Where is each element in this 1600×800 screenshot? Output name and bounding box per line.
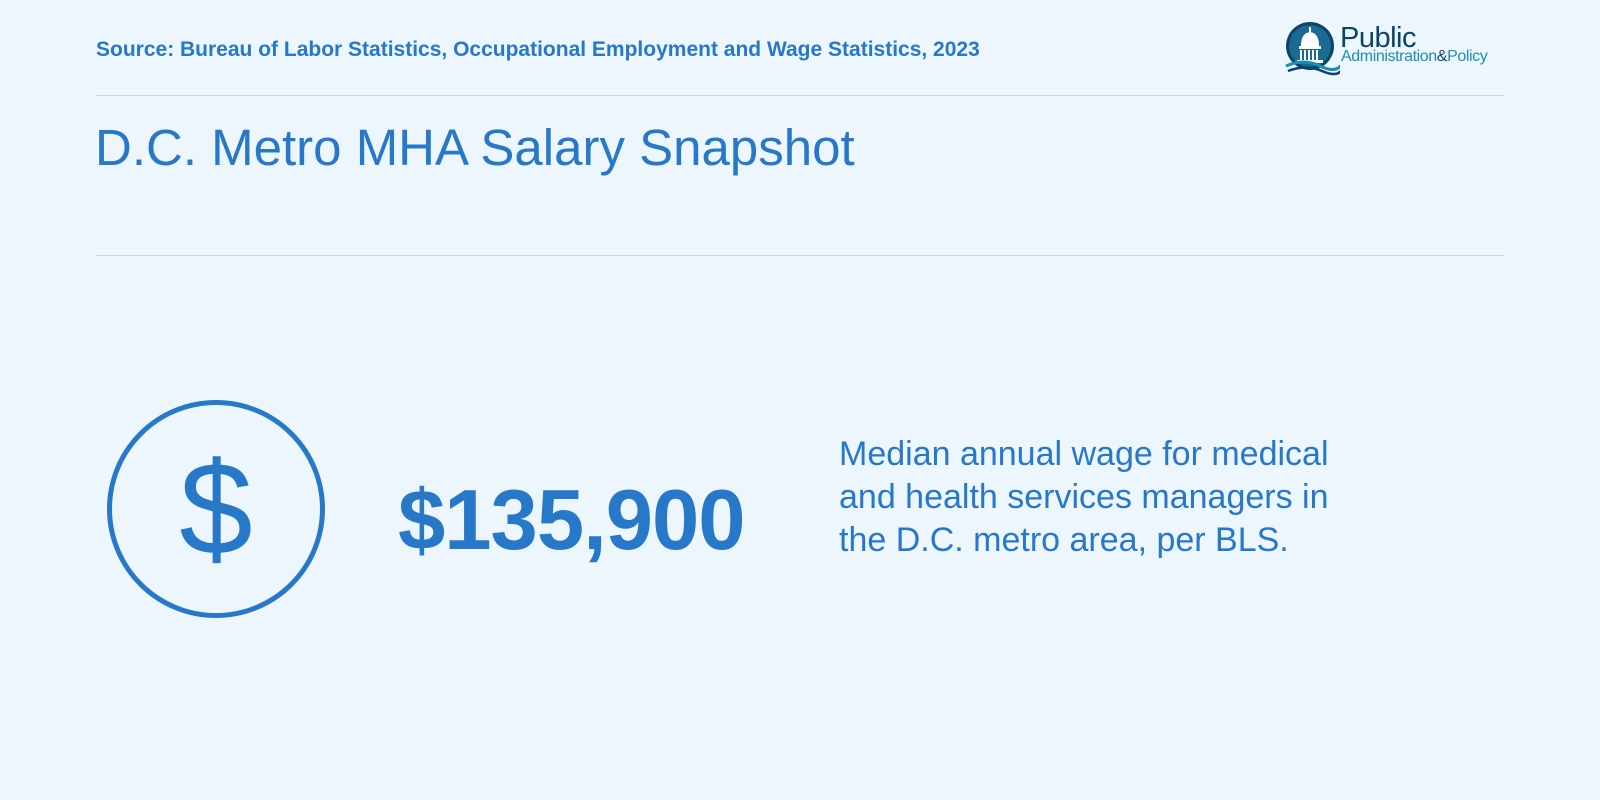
page-title: D.C. Metro MHA Salary Snapshot [95,119,855,176]
header-divider [96,95,1504,96]
logo-word-policy: Policy [1447,48,1488,65]
logo [1284,20,1504,78]
title-divider [96,255,1504,256]
salary-value: $135,900 [398,473,745,568]
logo-word-administration: Administration [1341,48,1437,65]
logo-word-administration-policy [1341,48,1487,66]
dollar-glyph: $ [179,435,253,582]
capitol-dome-icon [1284,20,1340,76]
dollar-sign-icon [107,400,325,618]
logo-word-amp: & [1436,48,1448,65]
source-citation: Source: Bureau of Labor Statistics, Occupational Employment and Wage Statistics, 2023 [96,38,980,61]
salary-description: Median annual wage for medical and health services managers in the D.C. metro area, per BLS. [839,435,1329,559]
logo-word-public: Public [1340,22,1416,54]
